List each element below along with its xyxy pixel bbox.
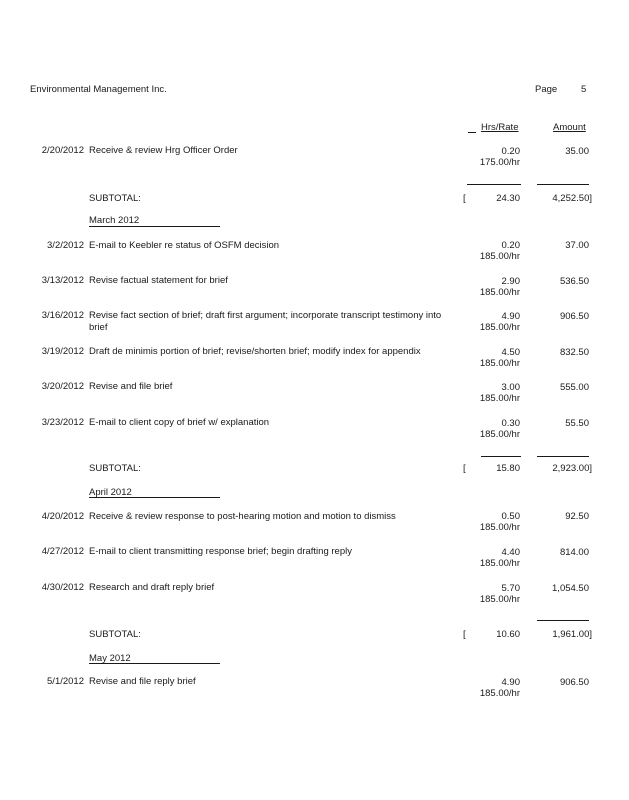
subtotal-amount-rule: [537, 456, 589, 457]
entry-date: 4/20/2012: [41, 511, 84, 522]
column-header-hrs-rate: Hrs/Rate: [481, 122, 519, 133]
entry-date: 3/2/2012: [47, 240, 84, 251]
month-heading-rule: [89, 663, 220, 664]
entry-hours: 4.90: [501, 677, 520, 688]
page-number: 5: [581, 84, 587, 95]
entry-hours: 4.50: [501, 347, 520, 358]
entry-amount: 906.50: [559, 311, 589, 322]
subtotal-hours: 10.60: [496, 629, 520, 640]
entry-description: Revise fact section of brief; draft first argument; incorporate transcript testimony into brief: [89, 310, 442, 333]
company-name: Environmental Management Inc.: [30, 84, 167, 95]
entry-hours: 3.00: [501, 382, 520, 393]
month-heading-rule: [89, 497, 220, 498]
entry-date: 3/13/2012: [41, 275, 84, 286]
entry-description: Revise and file reply brief: [89, 676, 196, 687]
entry-rate: 185.00/hr: [479, 688, 520, 699]
entry-hours: 2.90: [501, 276, 520, 287]
subtotal-label: SUBTOTAL:: [89, 463, 141, 474]
entry-hours: 0.30: [501, 418, 520, 429]
entry-hours: 0.50: [501, 511, 520, 522]
entry-date: 4/27/2012: [41, 546, 84, 557]
entry-hours: 0.20: [501, 146, 520, 157]
entry-description: E-mail to client copy of brief w/ explanation: [89, 417, 270, 428]
subtotal-label: SUBTOTAL:: [89, 193, 141, 204]
entry-description: Research and draft reply brief: [89, 582, 215, 593]
entry-amount: 814.00: [559, 547, 589, 558]
subtotal-amount-rule: [537, 184, 589, 185]
month-heading-rule: [89, 226, 220, 227]
page-label: Page: [535, 84, 558, 95]
column-header-rule: [468, 123, 476, 133]
entry-rate: 185.00/hr: [479, 558, 520, 569]
subtotal-bracket: [: [463, 193, 466, 204]
subtotal-hours-rule: [467, 184, 521, 185]
entry-date: 3/23/2012: [41, 417, 84, 428]
entry-description: E-mail to client transmitting response brief; begin drafting reply: [89, 546, 352, 557]
entry-description: Revise factual statement for brief: [89, 275, 228, 286]
entry-rate: 185.00/hr: [479, 322, 520, 333]
column-header-amount: Amount: [553, 122, 586, 133]
subtotal-amount: 4,252.50]: [552, 193, 592, 204]
entry-date: 2/20/2012: [41, 145, 84, 156]
entry-date: 3/16/2012: [41, 310, 84, 321]
entry-date: 3/20/2012: [41, 381, 84, 392]
subtotal-label: SUBTOTAL:: [89, 629, 141, 640]
entry-rate: 175.00/hr: [479, 157, 520, 168]
entry-description: Revise and file brief: [89, 381, 173, 392]
entry-amount: 92.50: [565, 511, 589, 522]
entry-rate: 185.00/hr: [479, 393, 520, 404]
month-heading: May 2012: [89, 653, 131, 664]
entry-rate: 185.00/hr: [479, 429, 520, 440]
entry-amount: 55.50: [565, 418, 589, 429]
subtotal-bracket: [: [463, 463, 466, 474]
entry-rate: 185.00/hr: [479, 594, 520, 605]
entry-description: Receive & review Hrg Officer Order: [89, 145, 238, 156]
entry-amount: 536.50: [559, 276, 589, 287]
subtotal-hours: 24.30: [496, 193, 520, 204]
entry-date: 4/30/2012: [41, 582, 84, 593]
subtotal-hours-rule: [481, 456, 521, 457]
entry-amount: 832.50: [559, 347, 589, 358]
entry-hours: 5.70: [501, 583, 520, 594]
subtotal-amount-rule: [537, 620, 589, 621]
entry-rate: 185.00/hr: [479, 287, 520, 298]
subtotal-bracket: [: [463, 629, 466, 640]
subtotal-amount: 1,961.00]: [552, 629, 592, 640]
entry-description: Receive & review response to post-hearing motion and motion to dismiss: [89, 511, 396, 522]
entry-amount: 906.50: [559, 677, 589, 688]
entry-description: E-mail to Keebler re status of OSFM decision: [89, 240, 280, 251]
entry-amount: 1,054.50: [552, 583, 589, 594]
entry-amount: 555.00: [559, 382, 589, 393]
entry-date: 3/19/2012: [41, 346, 84, 357]
entry-rate: 185.00/hr: [479, 358, 520, 369]
subtotal-hours: 15.80: [496, 463, 520, 474]
month-heading: March 2012: [89, 215, 140, 226]
entry-hours: 4.40: [501, 547, 520, 558]
month-heading: April 2012: [89, 487, 132, 498]
entry-hours: 0.20: [501, 240, 520, 251]
entry-amount: 35.00: [565, 146, 589, 157]
entry-date: 5/1/2012: [47, 676, 84, 687]
entry-hours: 4.90: [501, 311, 520, 322]
subtotal-amount: 2,923.00]: [552, 463, 592, 474]
entry-description: Draft de minimis portion of brief; revise/shorten brief; modify index for appendix: [89, 346, 421, 357]
entry-rate: 185.00/hr: [479, 522, 520, 533]
entry-amount: 37.00: [565, 240, 589, 251]
entry-rate: 185.00/hr: [479, 251, 520, 262]
